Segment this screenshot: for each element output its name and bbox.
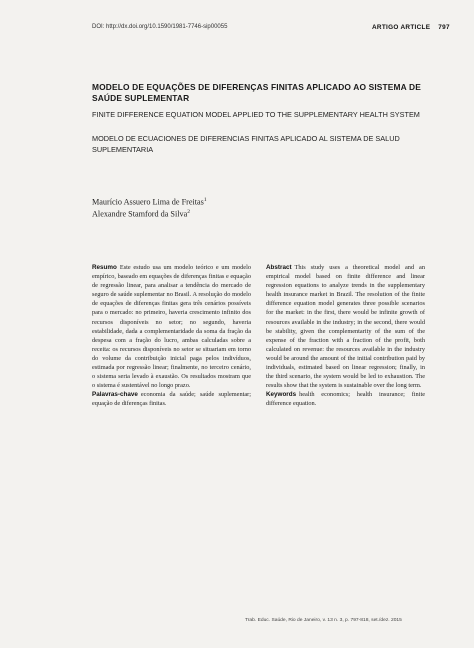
keywords-text: health economics; health insurance; finite difference equation. — [266, 391, 425, 408]
running-header — [372, 24, 450, 31]
journal-citation-footer: Trab. Educ. Saúde, Rio de Janeiro, v. 13 n. 3, p. 797-818, set./dez. 2015 — [245, 618, 402, 623]
abstract-column — [266, 263, 425, 409]
resumo-label: Resumo — [92, 264, 117, 271]
abstract-label: Abstract — [266, 264, 292, 271]
keywords-label: Keywords — [266, 391, 297, 399]
keywords-paragraph — [266, 390, 425, 408]
section-label: ARTIGO ARTICLE — [372, 24, 431, 31]
page-number: 797 — [438, 24, 450, 31]
abstract-text: This study uses a theoretical model and an empirical model based on finite difference and linear regression equations to analyze trends in the supplementary health insurance market in Brazil. The resolution of the finite difference equation model generates three possible scenarios for the market: in the first, there would be infinite growth of resources available in the industry; in the second, there would be stability, given the complementarity of the sum of the expense of the fraction with a fraction of the profit, both calculated on revenue: the resources available in the industry would be around the amount of the initial contribution paid by individuals, estimated based on linear regression; finally, in the third scenario, the system would be led to exhaustion. The results show that the system is sustainable over the long term. — [266, 264, 425, 390]
author-1 — [92, 197, 207, 207]
title-spanish: MODELO DE ECUACIONES DE DIFERENCIAS FINITAS APLICADO AL SISTEMA DE SALUD SUPLEMENTARIA — [92, 134, 400, 154]
author-2 — [92, 209, 190, 219]
author-affiliation: 1 — [203, 197, 207, 203]
palavras-chave-label: Palavras-chave — [92, 391, 138, 399]
resumo-paragraph — [92, 263, 251, 390]
author-name: Alexandre Stamford da Silva — [92, 209, 188, 219]
abstract-paragraph — [266, 263, 425, 390]
palavras-chave-paragraph — [92, 390, 251, 408]
resumo-text: Este estudo usa um modelo teórico e um modelo empírico, baseado em equações de diferenças finitas e equação de regressão linear, para analisar a tendência do mercado de seguro de saúde suplementar no Brasil. A resolução do modelo de equações de diferenças finitas gera três cenários possíveis para o mercado: no primeiro, haveria crescimento infinito dos recursos disponíveis no setor; no segundo, haveria estabilidade, dada a complementaridade da soma da fração da despesa com a fração do lucro, ambas calculadas sobre a receita: os recursos disponíveis no setor se situariam em torno do volume da contribuição inicial paga pelos indivíduos, estimada por regressão linear; finalmente, no terceiro cenário, o sistema seria levado à exaustão. Os resultados mostram que o sistema é sustentável no longo prazo. — [92, 264, 251, 390]
doi-link[interactable]: DOI: http://dx.doi.org/10.1590/1981-7746-sip00055 — [92, 24, 228, 30]
resumo-column — [92, 263, 251, 409]
palavras-chave-text: economia da saúde; saúde suplementar; equação de diferenças finitas. — [92, 391, 251, 408]
title-portuguese: MODELO DE EQUAÇÕES DE DIFERENÇAS FINITAS APLICADO AO SISTEMA DE SAÚDE SUPLEMENTAR — [92, 82, 421, 103]
author-name: Maurício Assuero Lima de Freitas — [92, 197, 204, 207]
title-english: FINITE DIFFERENCE EQUATION MODEL APPLIED TO THE SUPPLEMENTARY HEALTH SYSTEM — [92, 110, 420, 119]
author-affiliation: 2 — [187, 209, 191, 215]
